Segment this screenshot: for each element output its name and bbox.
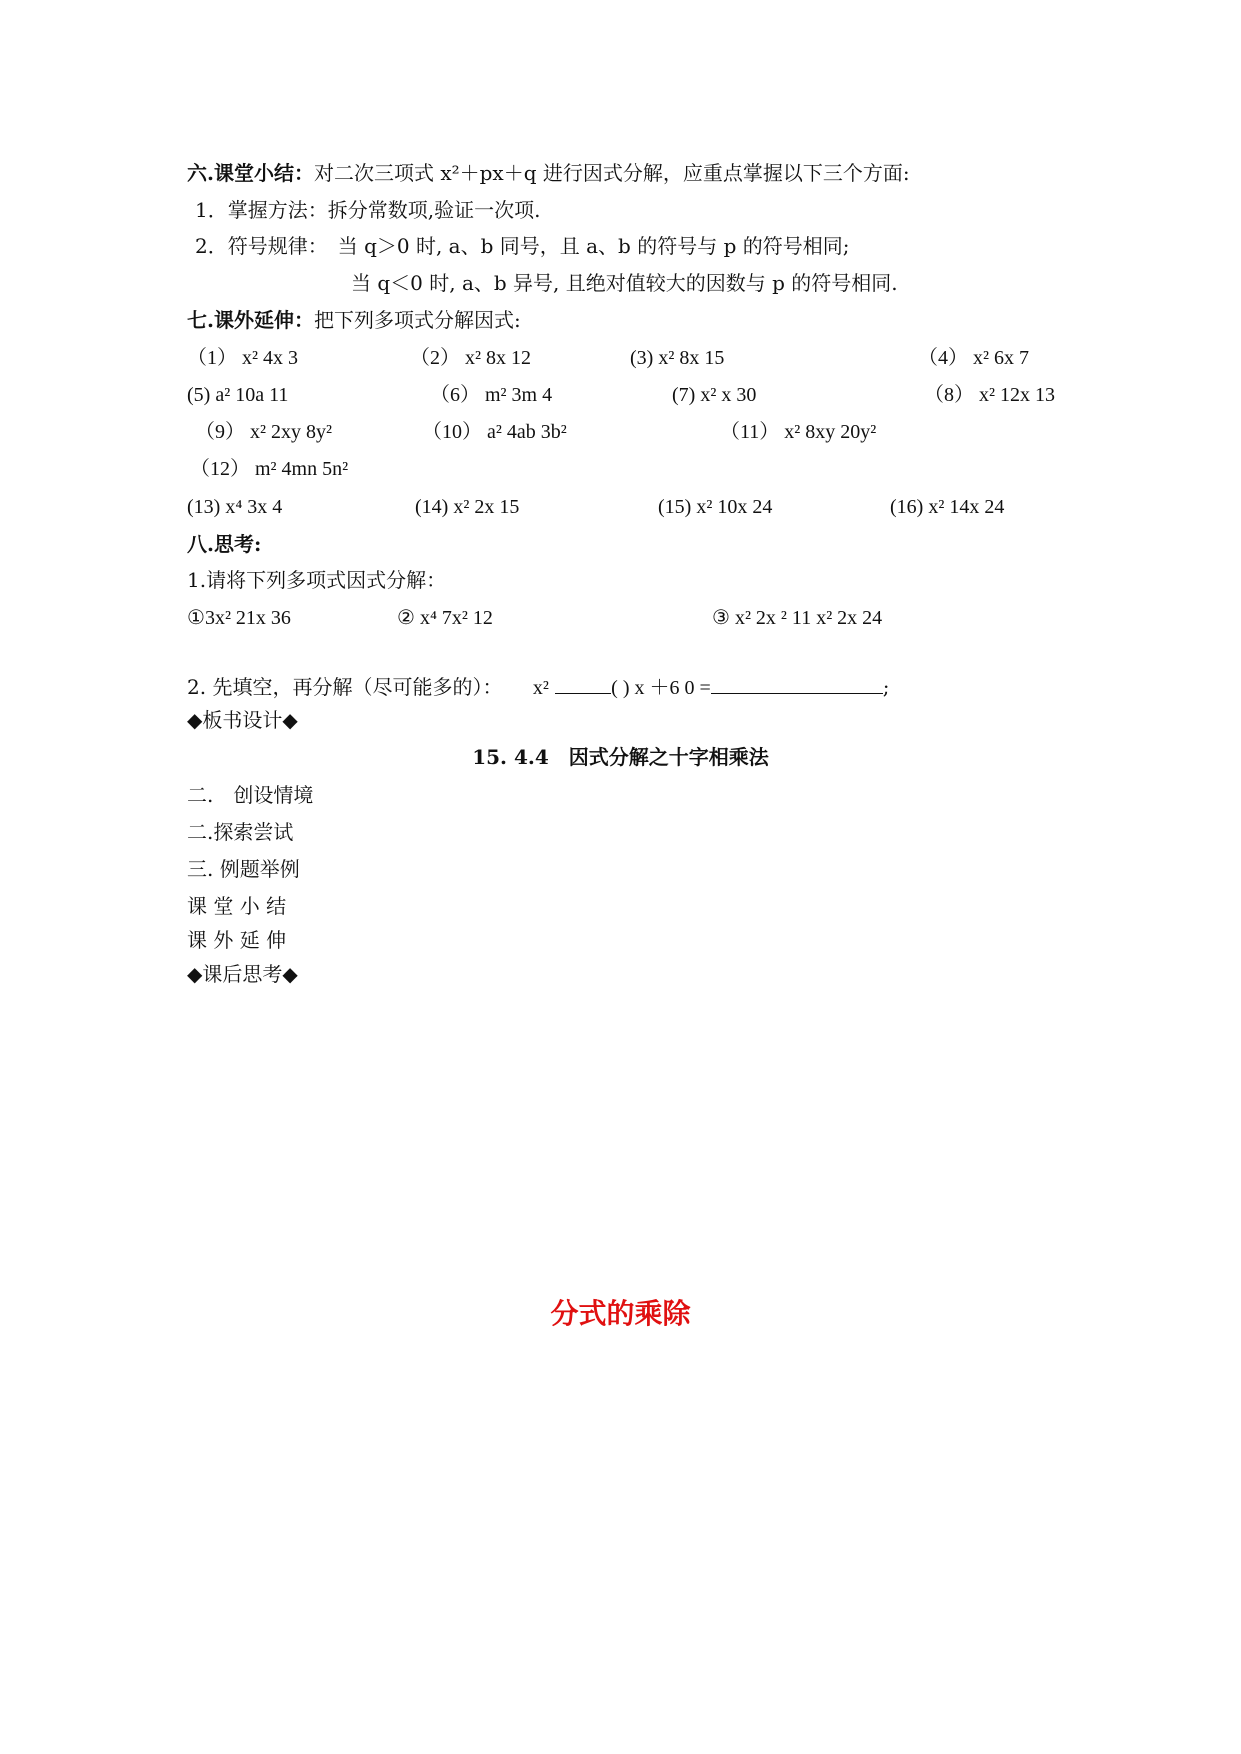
section-6-point-2b: 当 q＜0 时, a、b 异号, 且绝对值较大的因数与 p 的符号相同.	[351, 271, 898, 295]
exercise-item: （11） x² 8xy 20y²	[720, 421, 877, 443]
exercise-item: （12） m² 4mn 5n²	[190, 458, 349, 480]
section-6-line	[187, 163, 910, 183]
exercise-item: (15) x² 10x 24	[658, 496, 773, 518]
think-item: ③ x² 2x ² 11 x² 2x 24	[712, 607, 883, 629]
exercise-item: （6） m² 3m 4	[430, 384, 553, 406]
section-6-point-1: 1．掌握方法：拆分常数项,验证一次项.	[195, 198, 541, 222]
exercise-item: (3) x² 8x 15	[630, 347, 725, 369]
fill-blank-factorization[interactable]	[711, 677, 883, 694]
section-7-title: 七.课外延伸：	[187, 308, 314, 332]
think-question-2-end: ;	[882, 675, 890, 699]
exercise-item: (14) x² 2x 15	[415, 496, 520, 518]
exercise-item: （2） x² 8x 12	[410, 347, 531, 369]
section-6-intro: 对二次三项式 x²＋px＋q 进行因式分解，应重点掌握以下三个方面:	[313, 161, 910, 185]
section-7-intro: 把下列多项式分解因式:	[313, 308, 521, 332]
think-question-2-expr-a: x²	[532, 677, 549, 699]
exercise-item: (5) a² 10a 11	[187, 384, 289, 406]
exercise-item: (13) x⁴ 3x 4	[187, 496, 283, 518]
board-item: 课 堂 小 结	[187, 894, 287, 918]
exercise-item: （10） a² 4ab 3b²	[422, 421, 567, 443]
section-7-line	[187, 310, 521, 330]
board-item: 二. 创设情境	[187, 783, 314, 807]
think-item: ② x⁴ 7x² 12	[397, 607, 493, 629]
think-question-2-prefix: 2. 先填空，再分解（尽可能多的）：	[187, 675, 503, 699]
section-6-point-2a: 2．符号规律： 当 q＞0 时, a、b 同号，且 a、b 的符号与 p 的符号相同;	[195, 234, 850, 258]
exercise-item: (16) x² 14x 24	[890, 496, 1005, 518]
think-item: ①3x² 21x 36	[187, 607, 291, 629]
think-question-1: 1.请将下列多项式因式分解：	[187, 568, 447, 592]
section-8-title: 八.思考:	[187, 532, 262, 556]
board-footer: ◆课后思考◆	[187, 962, 298, 986]
exercise-item: (7) x² x 30	[672, 384, 757, 406]
board-item: 二.探索尝试	[187, 820, 294, 844]
think-question-2-expr-b: ( ) x ＋6 0 =	[611, 677, 711, 699]
section-6-title: 六.课堂小结：	[187, 161, 314, 185]
board-heading: ◆板书设计◆	[187, 708, 298, 732]
next-section-title: 分式的乘除	[550, 1297, 691, 1330]
board-item: 三. 例题举例	[187, 857, 300, 881]
board-item: 课 外 延 伸	[187, 928, 287, 952]
fill-blank-coefficient[interactable]	[555, 677, 611, 694]
exercise-item: （4） x² 6x 7	[918, 347, 1029, 369]
exercise-item: （8） x² 12x 13	[924, 384, 1055, 406]
exercise-item: （1） x² 4x 3	[187, 347, 298, 369]
board-title: 15. 4.4 因式分解之十字相乘法	[472, 745, 769, 769]
think-question-2	[187, 677, 890, 698]
exercise-item: （9） x² 2xy 8y²	[195, 421, 332, 443]
